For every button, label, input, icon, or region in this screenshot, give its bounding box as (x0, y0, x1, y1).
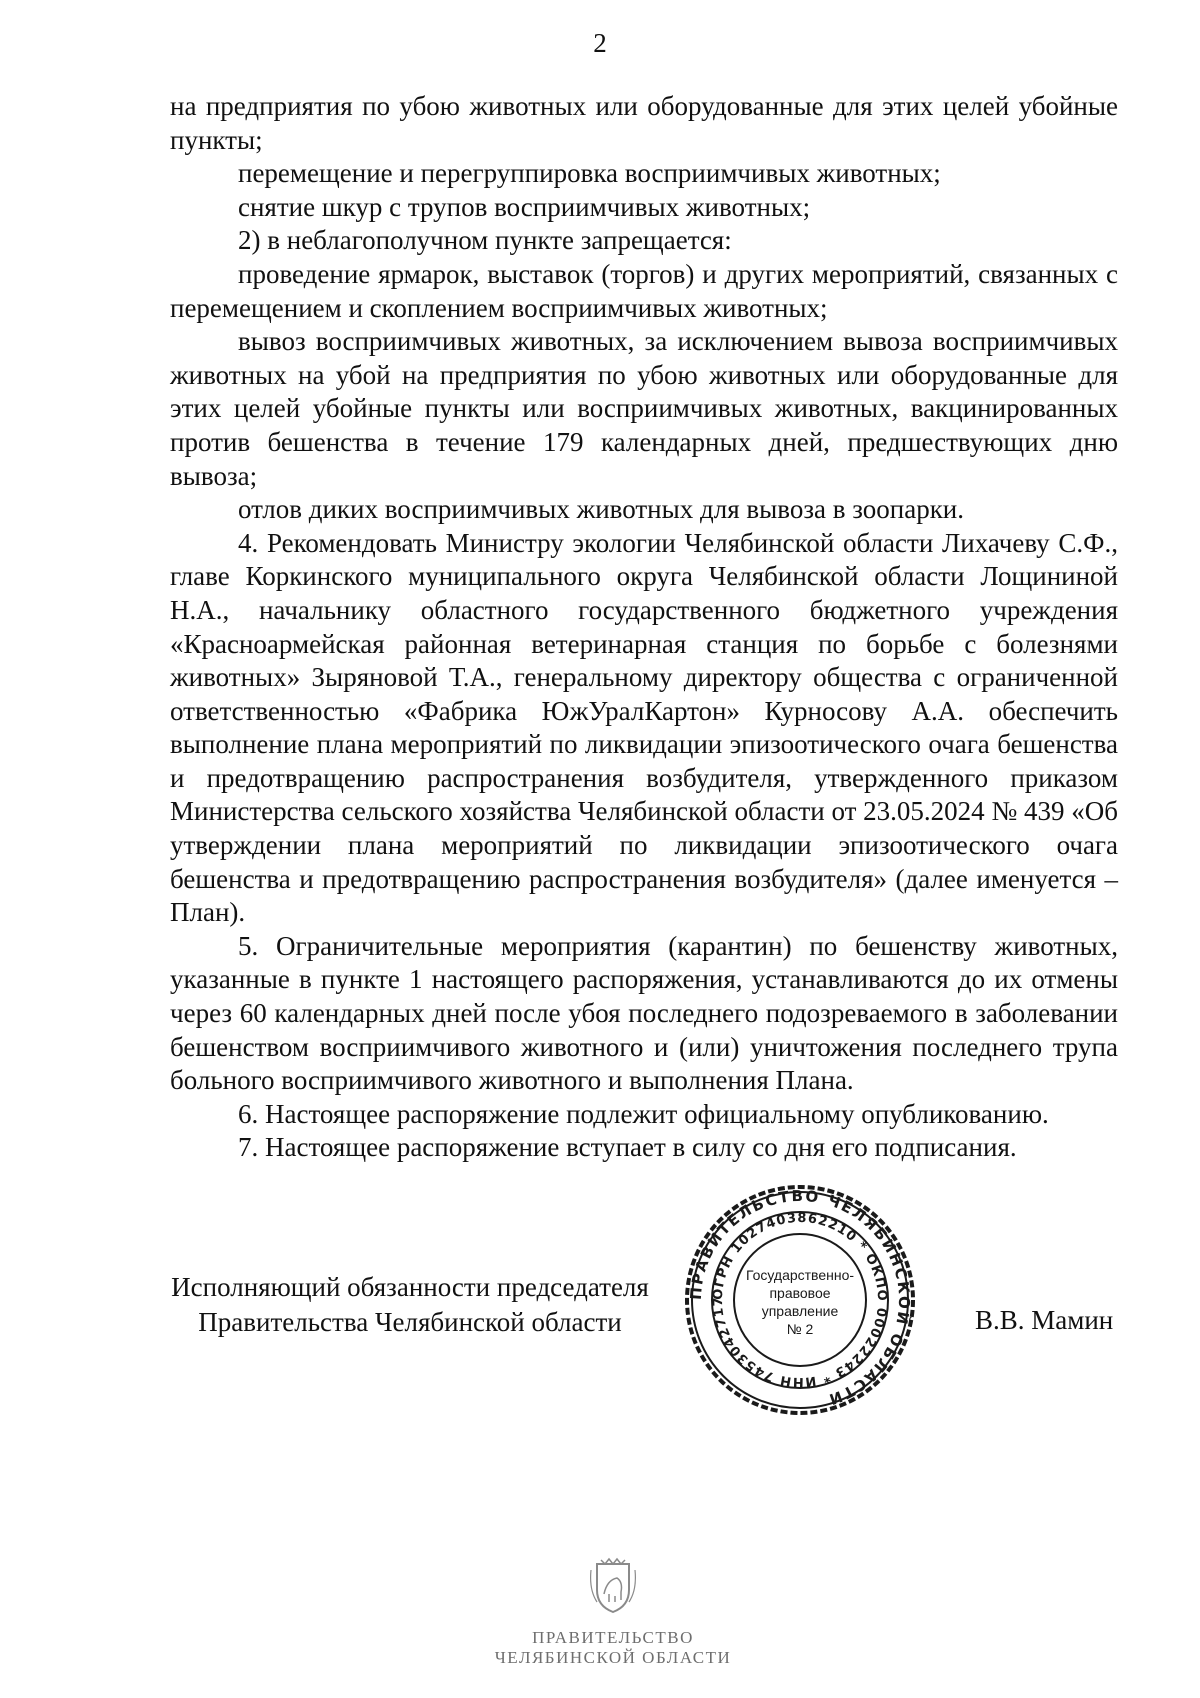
stamp-inner-text: ОГРН 1027403862210 * ОКПО 00022243 * ИНН 7453042717 (710, 1210, 890, 1390)
footer-line2: ЧЕЛЯБИНСКОЙ ОБЛАСТИ (494, 1648, 732, 1667)
document-body (170, 90, 1118, 1165)
paragraph-item-5: 5. Ограничительные мероприятия (карантин) по бешенству животных, указанные в пункте 1 настоящего распоряжения, устанавливаются до их отмены через 60 календарных дней после убоя последнего подозреваемого в заболевании бешенством восприимчивого животного и (или) уничтожения последнего трупа больного восприимчивого животного и выполнения Плана. (170, 930, 1118, 1096)
paragraph-relocation: перемещение и перегруппировка восприимчивых животных; (238, 158, 941, 189)
paragraph-item-7: 7. Настоящее распоряжение вступает в силу со дня его подписания. (238, 1132, 1017, 1163)
paragraph-item-4: 4. Рекомендовать Министру экологии Челябинской области Лихачеву С.Ф., главе Коркинского муниципального округа Челябинской области Лощининой Н.А., начальнику областного государственного бюджетного учреждения «Красноармейская районная ветеринарная станция по борьбе с болезнями животных» Зыряновой Т.А., генеральному директору общества с ограниченной ответственностью «Фабрика ЮжУралКартон» Курносову А.А. обеспечить выполнение плана мероприятий по ликвидации эпизоотического очага бешенства и предотвращению распространения возбудителя, утвержденного приказом Министерства сельского хозяйства Челябинской области от 23.05.2024 № 439 «Об утверждении плана мероприятий по ликвидации эпизоотического очага бешенства и предотвращению распространения возбудителя» (далее именуется – План). (170, 527, 1118, 928)
paragraph-continuation: на предприятия по убою животных или оборудованные для этих целей убойные пункты; (170, 91, 1118, 155)
paragraph-skinning: снятие шкур с трупов восприимчивых животных; (238, 191, 811, 222)
paragraph-prohibited-header: 2) в неблагополучном пункте запрещается: (238, 225, 732, 256)
coat-of-arms-icon (587, 1556, 639, 1616)
stamp-center-line4: № 2 (786, 1321, 814, 1337)
footer-line1: ПРАВИТЕЛЬСТВО (532, 1628, 694, 1647)
signer-name: В.В. Мамин (975, 1305, 1114, 1335)
signature-position-line2: Правительства Челябинской области (198, 1307, 622, 1337)
stamp-outer-text: ПРАВИТЕЛЬСТВО ЧЕЛЯБИНСКОЙ ОБЛАСТИ (686, 1186, 914, 1409)
paragraph-capture: отлов диких восприимчивых животных для вывоза в зоопарки. (238, 494, 965, 525)
footer-government-name (0, 1628, 1200, 1668)
page-number: 2 (593, 28, 607, 58)
official-stamp (680, 1180, 920, 1420)
paragraph-export: вывоз восприимчивых животных, за исключением вывоза восприимчивых животных на убой на предприятия по убою животных или оборудованные для этих целей убойные пункты или восприимчивых животных, вакцинированных против бешенства в течение 179 календарных дней, предшествующих дню вывоза; (170, 326, 1118, 491)
stamp-center-line1: Государственно- (745, 1267, 855, 1283)
paragraph-item-6: 6. Настоящее распоряжение подлежит официальному опубликованию. (238, 1098, 1049, 1129)
stamp-center-line2: правовое (769, 1285, 831, 1301)
signature-position-line1: Исполняющий обязанности председателя (171, 1272, 649, 1302)
stamp-center-line3: управление (761, 1303, 839, 1319)
signature-position (160, 1270, 660, 1340)
paragraph-fairs: проведение ярмарок, выставок (торгов) и других мероприятий, связанных с перемещением и скоплением восприимчивых животных; (170, 258, 1118, 323)
